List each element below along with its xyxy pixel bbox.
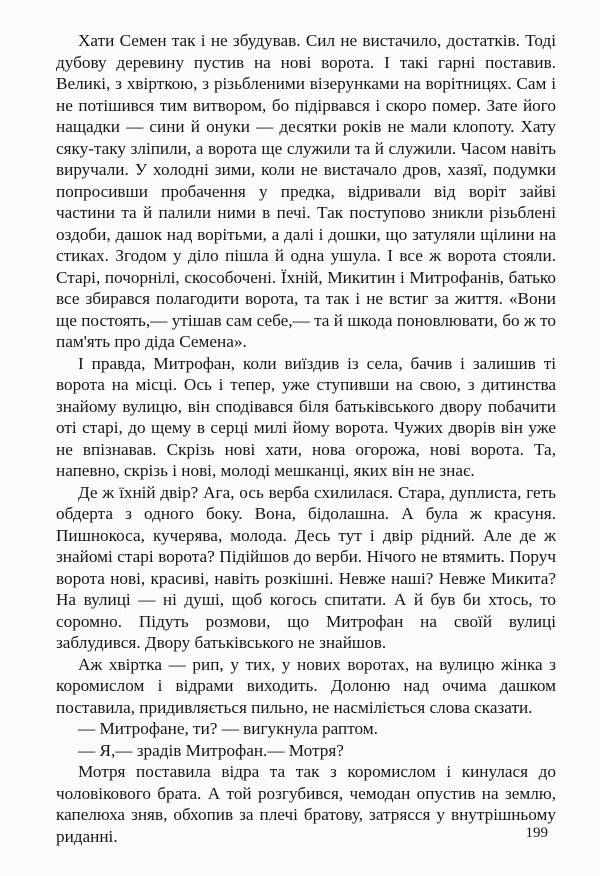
dialogue-line-2: — Я,— зрадів Митрофан.— Мотря? xyxy=(78,740,344,760)
paragraph-4: Аж хвіртка — рип, у тих, у нових воротах, на вулицю жінка з коромислом і відрами виходить. Долоню над очима дашком поставила, придивляється пильно, не насміліється слова сказати. xyxy=(56,654,556,717)
body-text xyxy=(56,30,556,847)
dialogue-line-1: — Митрофане, ти? — вигукнула раптом. xyxy=(78,719,378,738)
page-number: 199 xyxy=(525,825,548,841)
paragraph-2: І правда, Митрофан, коли виїздив із села, бачив і залишив ті ворота на місці. Ось і тепер, уже ступивши на свою, з дитинства знайому вулицю, він сподівався біля батьківського двору побачити оті старі, до щему в серці милі йому ворота. Чужих дворів він уже не впізнавав. Скрізь нові хати, нова огорожа, нові ворота. Та, напевно, скрізь і нові, молоді мешканці, яких він не знає. xyxy=(56,353,556,480)
paragraph-3: Де ж їхній двір? Ага, ось верба схилилася. Стара, дуплиста, геть обдерта з одного боку. Вона, бідолашна. А була ж красуня. Пишнокоса, кучерява, молода. Десь тут і двір рідний. Але де ж знайомі старі ворота? Підійшов до верби. Нічого не втямить. Поруч ворота нові, красиві, навіть розкішні. Невже наші? Невже Микита? На вулиці — ні душі, щоб когось спитати. А й був би хтось, то соромно. Підуть розмови, що Митрофан на своїй вулиці заблудився. Двору батьківського не знайшов. xyxy=(56,482,556,652)
paragraph-1: Хати Семен так і не збудував. Сил не вистачило, достатків. Тоді дубову деревину пустив на нові ворота. І такі гарні поставив. Великі, з хвірткою, з різьбленими візерунками на ворітницях. Сам і не потішився тим витвором, бо підірвався і скоро помер. Зате його нащадки — сини й онуки — десятки років не мали клопоту. Хату сяку-таку зліпили, а ворота ще служили та й служили. Часом навіть виручали. У холодні зими, коли не вистачало дров, хазяї, подумки попросивши пробачення у предка, відривали від воріт зайві частини та й палили ними в печі. Так поступово зникли різьблені оздоби, дашок над ворітьми, а далі і дошки, що затуляли щілини на стиках. Згодом у діло пішла й одна ушула. І все ж ворота стояли. Старі, почорнілі, скособочені. Їхній, Микитин і Митрофанів, батько все збирався полагодити ворота, та так і не встиг за життя. «Вони ще постоять,— утішав сам себе,— та й шкода поновлювати, бо ж то пам'ять про діда Семена». xyxy=(56,31,556,351)
paragraph-5: Мотря поставила відра та так з коромислом і кинулася до чоловікового брата. А той розгубився, чемодан опустив на землю, капелюха зняв, обхопив за плечі братову, затрясся у внутрішньому риданні. xyxy=(56,762,556,846)
